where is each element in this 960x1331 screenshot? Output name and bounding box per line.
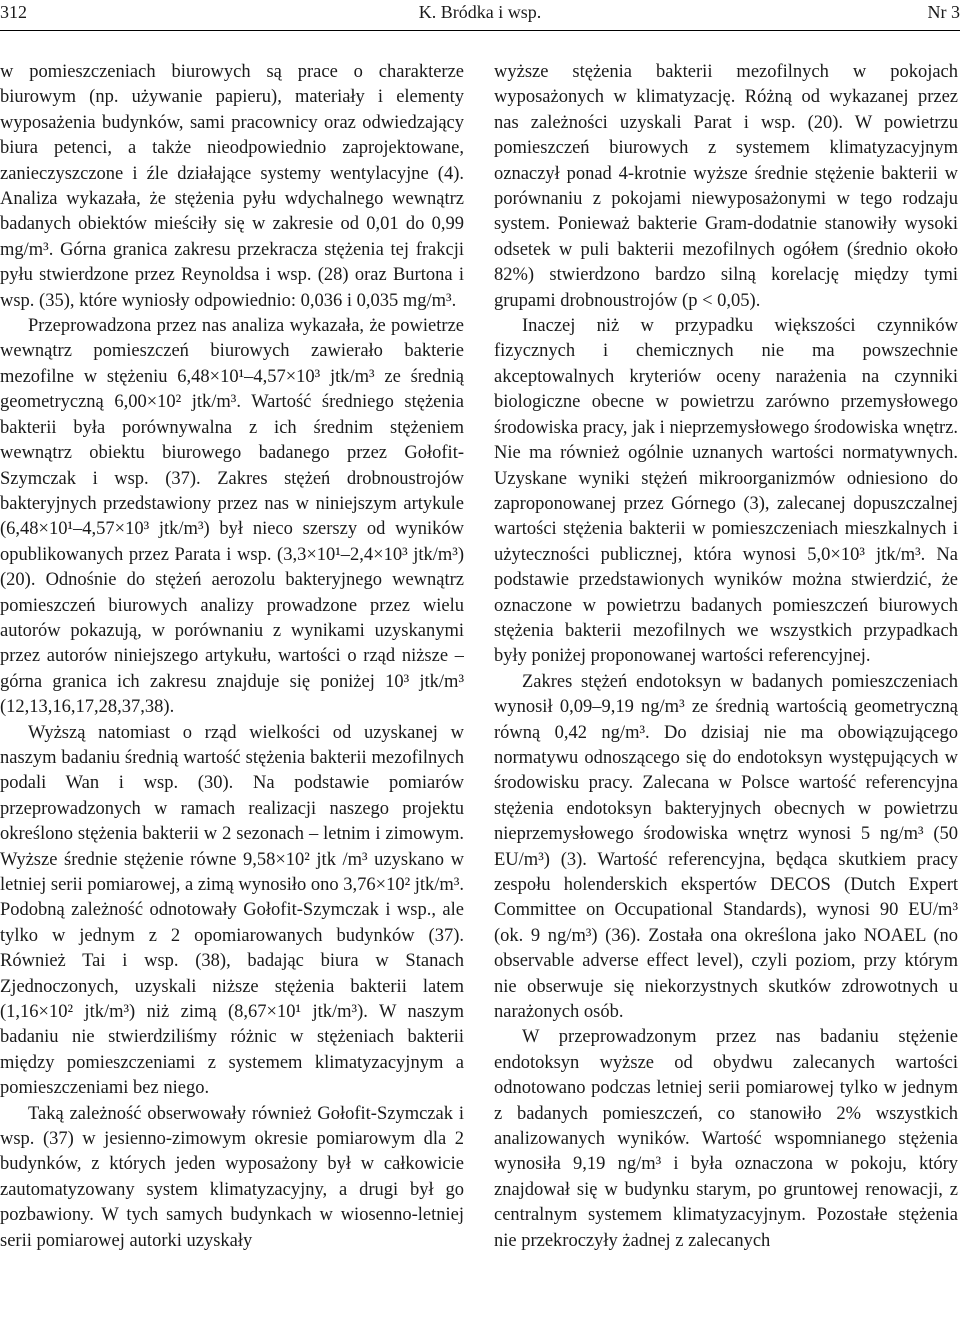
running-title: K. Bródka i wsp. <box>418 2 542 22</box>
header-rule <box>0 30 960 31</box>
paragraph: Inaczej niż w przypadku większości czynników fizycznych i chemicznych nie ma powszechnie akceptowalnych kryteriów oceny narażenia na czynniki biologiczne obecne w powietrzu zarówno przemysłowego środowiska pracy, jak i nieprzemysłowego środowiska wnętrz. Nie ma również ogólnie uznanych wartości normatywnych. Uzyskane wyniki stężeń mikroorganizmów odniesiono do zaproponowanej przez Górnego (3), zalecanej dopuszczalnej wartości stężenia bakterii w pomieszczeniach mieszkalnych i użyteczności publicznej, która wynosi 5,0×10³ jtk/m³. Na podstawie przedstawionych wyników można stwierdzić, że oznaczone w powietrzu badanych pomieszczeń biurowych stężenia bakterii mezofilnych we wszystkich przypadkach były poniżej proponowanej wartości referencyjnej. <box>494 316 958 667</box>
paragraph: W przeprowadzonym przez nas badaniu stężenie endotoksyn wyższe od obydwu zalecanych wartości odnotowano podczas letniej serii pomiarowej tylko w jednym z badanych pomieszczeń, co stanowiło 2% wszystkich analizowanych wyników. Wartość wspomnianego stężenia wynosiła 9,19 ng/m³ i była oznaczona w pokoju, który znajdował się w budynku starym, po gruntowej renowacji, z centralnym systemem klimatyzacyjnym. Pozostałe stężenia nie przekroczyły żadnej z zalecanych <box>494 1027 958 1251</box>
paragraph: w pomieszczeniach biurowych są prace o charakterze biurowym (np. używanie papieru), materiały i elementy wyposażenia budynków, sami pracownicy oraz odwiedzający biura petenci, a także nieodpowiednio zaprojektowane, zanieczyszczone i źle działające systemy wentylacyjne (4). Analiza wykazała, że stężenia pyłu wdychalnego wewnątrz badanych obiektów mieściły się w zakresie od 0,01 do 0,99 mg/m³. Górna granica zakresu przekracza stężenia tej frakcji pyłu stwierdzone przez Reynoldsa i wsp. (28) oraz Burtona i wsp. (35), które wyniosły odpowiednio: 0,036 i 0,035 mg/m³. <box>0 62 464 311</box>
left-column <box>0 60 464 1331</box>
right-column <box>494 60 958 1331</box>
paragraph: Przeprowadzona przez nas analiza wykazała, że powietrze wewnątrz pomieszczeń biurowych zawierało bakterie mezofilne w stężeniu 6,48×10¹–4,57×10³ jtk/m³ ze średnią geometryczną 6,00×10² jtk/m³. Wartość średniego stężenia bakterii była porównywalna z ich średnim stężeniem wewnątrz obiektu biurowego badanego przez Gołofit-Szymczak i wsp. (37). Zakres stężeń drobnoustrojów bakteryjnych przedstawiony przez nas w niniejszym artykule (6,48×10¹–4,57×10³ jtk/m³) był nieco szerszy od wyników opublikowanych przez Parata i wsp. (3,3×10¹–2,4×10³ jtk/m³) (20). Odnośnie do stężeń aerozolu bakteryjnego wewnątrz pomieszczeń biurowych analizy prowadzone przez wielu autorów pokazują, w porównaniu z wynikami uzyskanymi przez autorów niniejszego artykułu, wartości o rząd niższe – górna granica ich zakresu znajduje się poniżej 10³ jtk/m³ (12,13,16,17,28,37,38). <box>0 316 464 718</box>
running-header <box>0 0 960 30</box>
page-number: 312 <box>0 2 27 22</box>
paragraph: Zakres stężeń endotoksyn w badanych pomieszczeniach wynosił 0,09–9,19 ng/m³ ze średnią wartością geometryczną równą 0,42 ng/m³. Do dzisiaj nie ma obowiązującego normatywu odnoszącego się do endotoksyn występujących w środowisku pracy. Zalecana w Polsce wartość referencyjna stężenia endotoksyn bakteryjnych obecnych w powietrzu nieprzemysłowego środowiska wnętrz wynosi 5 ng/m³ (50 EU/m³) (3). Wartość referencyjna, będąca skutkiem pracy zespołu holenderskich ekspertów DECOS (Dutch Expert Committee on Occupational Standards), wynosi 90 EU/m³ (ok. 9 ng/m³) (36). Została ona określona jako NOAEL (no observable adverse effect level), czyli poziom, przy którym nie obserwuje się niekorzystnych skutków zdrowotnych u narażonych osób. <box>494 671 958 1023</box>
paragraph: wyższe stężenia bakterii mezofilnych w pokojach wyposażonych w klimatyzację. Różną od wykazanej przez nas zależności uzyskali Parat i wsp. (20). W powietrzu pomieszczeń biurowych z systemem klimatyzacyjnym oznaczył ponad 4-krotnie wyższe średnie stężenie bakterii w porównaniu z pokojami niewyposażonymi w tego rodzaju system. Ponieważ bakterie Gram-dodatnie stanowiły wysoki odsetek w puli bakterii mezofilnych ogółem (średnio około 82%) stwierdzono bardzo silną korelację między tymi grupami drobnoustrojów (p < 0,05). <box>494 62 958 311</box>
issue-number: Nr 3 <box>927 2 960 22</box>
paragraph: Wyższą natomiast o rząd wielkości od uzyskanej w naszym badaniu średnią wartość stężenia bakterii mezofilnych podali Wan i wsp. (30). Na podstawie pomiarów przeprowadzonych w ramach realizacji naszego projektu określono stężenia bakterii w 2 sezonach – letnim i zimowym. Wyższe średnie stężenie równe 9,58×10² jtk /m³ uzyskano w letniej serii pomiarowej, a zimą wynosiło ono 3,76×10² jtk/m³. Podobną zależność odnotowały Gołofit-Szymczak i wsp., ale tylko w jednym z 2 opomiarowanych budynków (37). Również Tai i wsp. (38), badając biura w Stanach Zjednoczonych, uzyskali niższe stężenia bakterii latem (1,16×10² jtk/m³) niż zimą (8,67×10¹ jtk/m³). W naszym badaniu nie stwierdziliśmy różnic w stężeniach bakterii między pomieszczeniami z systemem klimatyzacyjnym a pomieszczeniami bez niego. <box>0 722 464 1099</box>
paragraph: Taką zależność obserwowały również Gołofit-Szymczak i wsp. (37) w jesienno-zimowym okresie pomiarowym dla 2 budynków, z których jeden wyposażony był w całkowicie zautomatyzowany system klimatyzacyjny, a drugi był go pozbawiony. W tych samych budynkach w wiosenno-letniej serii pomiarowej autorki uzyskały <box>0 1103 464 1251</box>
